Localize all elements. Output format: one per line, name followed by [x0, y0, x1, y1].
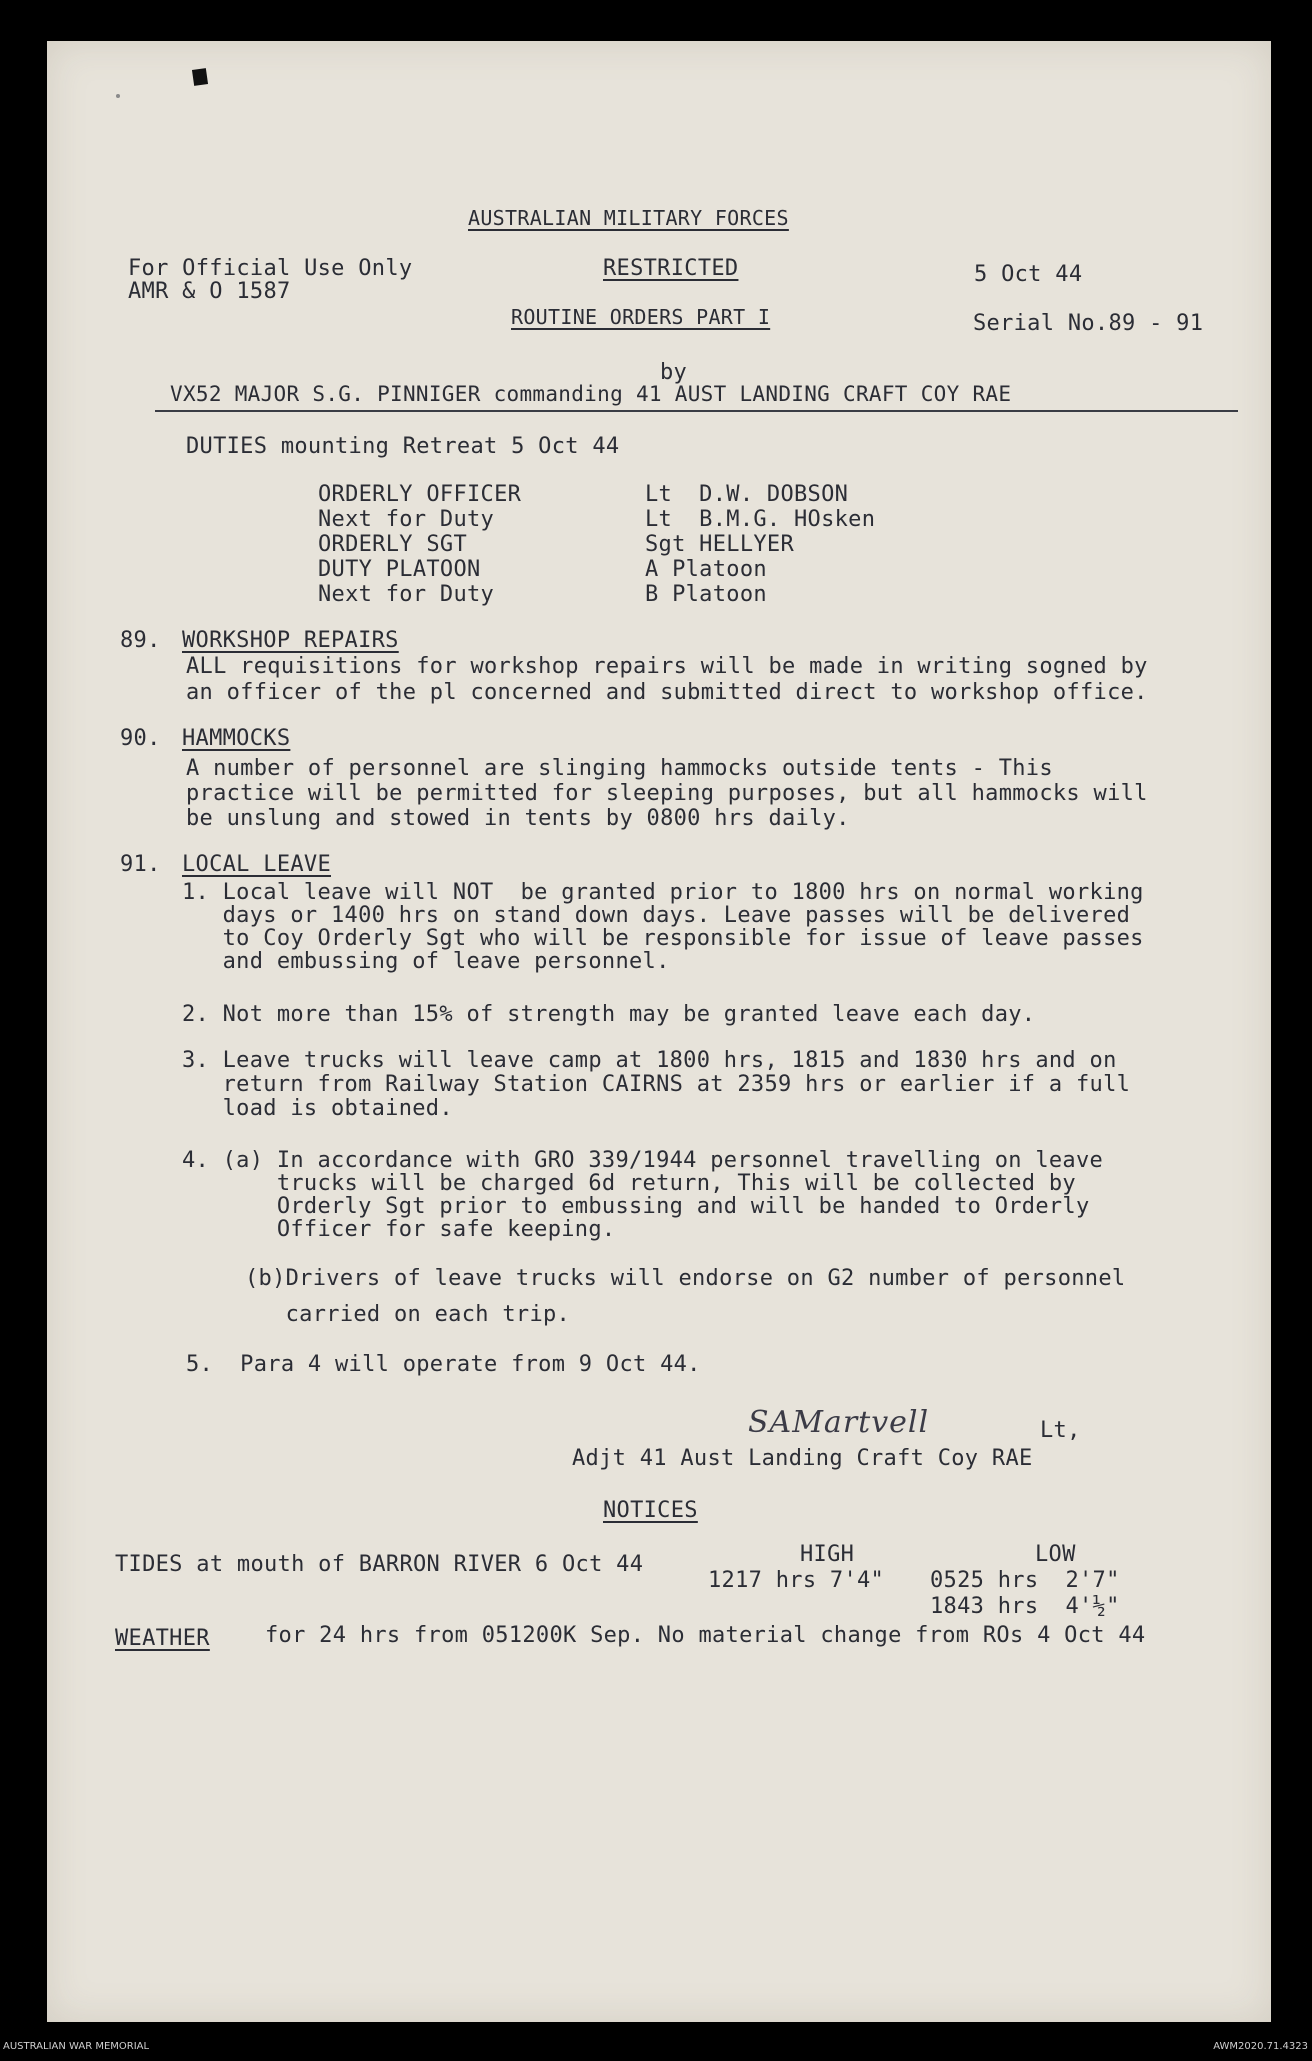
punch-hole-mark	[192, 68, 208, 86]
duty-name: Lt B.M.G. HOsken	[645, 507, 876, 532]
tides-low-time: 1843 hrs 4'½"	[930, 1594, 1120, 1619]
duty-role: Next for Duty	[318, 582, 495, 607]
item-91-para-4b: (b)Drivers of leave trucks will endorse on G2 number of personnel	[245, 1266, 1126, 1291]
duty-role: Next for Duty	[318, 507, 495, 532]
item-91-para-1: 1. Local leave will NOT be granted prior to 1800 hrs on normal working	[182, 880, 1144, 905]
duty-role: ORDERLY OFFICER	[318, 482, 522, 507]
item-90-title: HAMMOCKS	[182, 726, 291, 751]
signature-scrawl: SAMartvell	[748, 1405, 930, 1440]
tides-label: TIDES at mouth of BARRON RIVER 6 Oct 44	[115, 1552, 644, 1577]
item-89-line: an officer of the pl concerned and submitted direct to workshop office.	[186, 680, 1148, 705]
duty-name: Sgt HELLYER	[645, 532, 794, 557]
document-page	[47, 41, 1271, 2022]
item-90-line: practice will be permitted for sleeping purposes, but all hammocks will	[186, 781, 1148, 806]
duty-role: DUTY PLATOON	[318, 557, 481, 582]
official-use-label: For Official Use Only	[128, 256, 413, 281]
item-91-para-4a: 4. (a) In accordance with GRO 339/1944 personnel travelling on leave	[182, 1148, 1104, 1173]
paper-speck	[116, 94, 120, 98]
item-91-para-4b: carried on each trip.	[245, 1302, 571, 1327]
item-91-para-1: to Coy Orderly Sgt who will be responsible for issue of leave passes	[182, 926, 1144, 951]
tides-low-time: 0525 hrs 2'7"	[930, 1568, 1120, 1593]
item-90-line: be unslung and stowed in tents by 0800 hrs daily.	[186, 806, 850, 831]
commander-line: VX52 MAJOR S.G. PINNIGER commanding 41 AUST LANDING CRAFT COY RAE	[170, 382, 1012, 406]
item-91-para-3: return from Railway Station CAIRNS at 2359 hrs or earlier if a full	[182, 1072, 1131, 1097]
item-89-title: WORKSHOP REPAIRS	[182, 628, 399, 653]
tides-high-time: 1217 hrs 7'4"	[708, 1568, 885, 1593]
signature-title: Adjt 41 Aust Landing Craft Coy RAE	[572, 1446, 1033, 1471]
item-91-para-4a: trucks will be charged 6d return, This will be collected by	[182, 1171, 1076, 1196]
item-90-number: 90.	[120, 726, 161, 751]
routine-orders-title: ROUTINE ORDERS PART I	[511, 305, 771, 329]
item-90-line: A number of personnel are slinging hammocks outside tents - This	[186, 756, 1053, 781]
amr-reference: AMR & O 1587	[128, 279, 291, 304]
by-label: by	[660, 360, 688, 385]
signature-rank: Lt,	[1040, 1418, 1081, 1443]
item-91-number: 91.	[120, 852, 161, 877]
footer-source: AUSTRALIAN WAR MEMORIAL	[3, 2041, 150, 2052]
duty-name: B Platoon	[645, 582, 767, 607]
duty-role: ORDERLY SGT	[318, 532, 467, 557]
order-date: 5 Oct 44	[974, 262, 1083, 287]
item-89-line: ALL requisitions for workshop repairs will be made in writing sogned by	[186, 654, 1148, 679]
item-91-para-1: days or 1400 hrs on stand down days. Leave passes will be delivered	[182, 903, 1131, 928]
header-rule	[155, 410, 1238, 412]
weather-text: for 24 hrs from 051200K Sep. No material change from ROs 4 Oct 44	[265, 1623, 1146, 1648]
item-91-para-2: 2. Not more than 15% of strength may be granted leave each day.	[182, 1002, 1036, 1027]
item-91-para-4a: Orderly Sgt prior to embussing and will be handed to Orderly	[182, 1194, 1090, 1219]
serial-number: Serial No.89 - 91	[973, 311, 1204, 336]
item-91-para-5: 5. Para 4 will operate from 9 Oct 44.	[186, 1352, 701, 1377]
duties-heading: DUTIES mounting Retreat 5 Oct 44	[186, 434, 620, 459]
weather-label: WEATHER	[115, 1626, 210, 1651]
notices-heading: NOTICES	[603, 1498, 698, 1523]
item-91-para-3: load is obtained.	[182, 1096, 453, 1121]
item-89-number: 89.	[120, 628, 161, 653]
item-91-title: LOCAL LEAVE	[182, 852, 331, 877]
forces-heading: AUSTRALIAN MILITARY FORCES	[468, 206, 789, 230]
restricted-label: RESTRICTED	[603, 256, 739, 281]
item-91-para-4a: Officer for safe keeping.	[182, 1217, 616, 1242]
tides-high-label: HIGH	[800, 1542, 855, 1567]
item-91-para-1: and embussing of leave personnel.	[182, 949, 670, 974]
duty-name: A Platoon	[645, 557, 767, 582]
duty-name: Lt D.W. DOBSON	[645, 482, 849, 507]
footer-accession: AWM2020.71.4323	[1213, 2041, 1308, 2052]
item-91-para-3: 3. Leave trucks will leave camp at 1800 hrs, 1815 and 1830 hrs and on	[182, 1048, 1117, 1073]
tides-low-label: LOW	[1035, 1542, 1076, 1567]
